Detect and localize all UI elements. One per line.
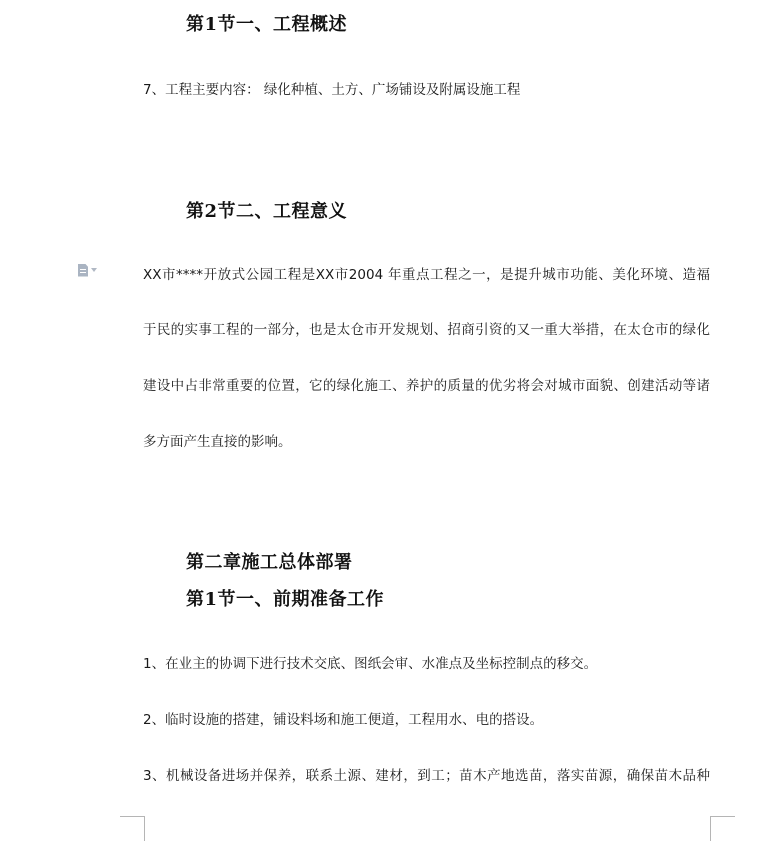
body-line-1: XX市****开放式公园工程是XX市2004 年重点工程之一，是提升城市功能、美化环境、造福 xyxy=(143,267,710,283)
chapter-heading-2: 第二章施工总体部署 xyxy=(186,552,353,573)
body-line-2: 于民的实事工程的一部分，也是太仓市开发规划、招商引资的又一重大举措，在太仓市的绿化 xyxy=(143,322,710,338)
document-sheet-icon xyxy=(78,264,88,277)
paragraph-item-7: 7、工程主要内容： 绿化种植、土方、广场铺设及附属设施工程 xyxy=(143,82,521,98)
document-icon[interactable] xyxy=(78,263,104,277)
page-corner-mark-left xyxy=(120,816,145,841)
list-item-2: 2、临时设施的搭建，铺设料场和施工便道，工程用水、电的搭设。 xyxy=(143,712,544,728)
body-line-4: 多方面产生直接的影响。 xyxy=(143,434,292,450)
list-item-3: 3、机械设备进场并保养，联系土源、建材，到工；苗木产地选苗，落实苗源，确保苗木品种 xyxy=(143,768,710,784)
body-line-3: 建设中占非常重要的位置，它的绿化施工、养护的质量的优劣将会对城市面貌、创建活动等诸 xyxy=(143,378,710,394)
page-corner-mark-right xyxy=(710,816,735,841)
chevron-down-icon xyxy=(91,268,97,272)
section-heading-c2s1: 第1节一、前期准备工作 xyxy=(186,589,385,610)
section-heading-2: 第2节二、工程意义 xyxy=(186,201,348,222)
section-heading-1: 第1节一、工程概述 xyxy=(186,14,348,35)
list-item-1: 1、在业主的协调下进行技术交底、图纸会审、水准点及坐标控制点的移交。 xyxy=(143,656,598,672)
